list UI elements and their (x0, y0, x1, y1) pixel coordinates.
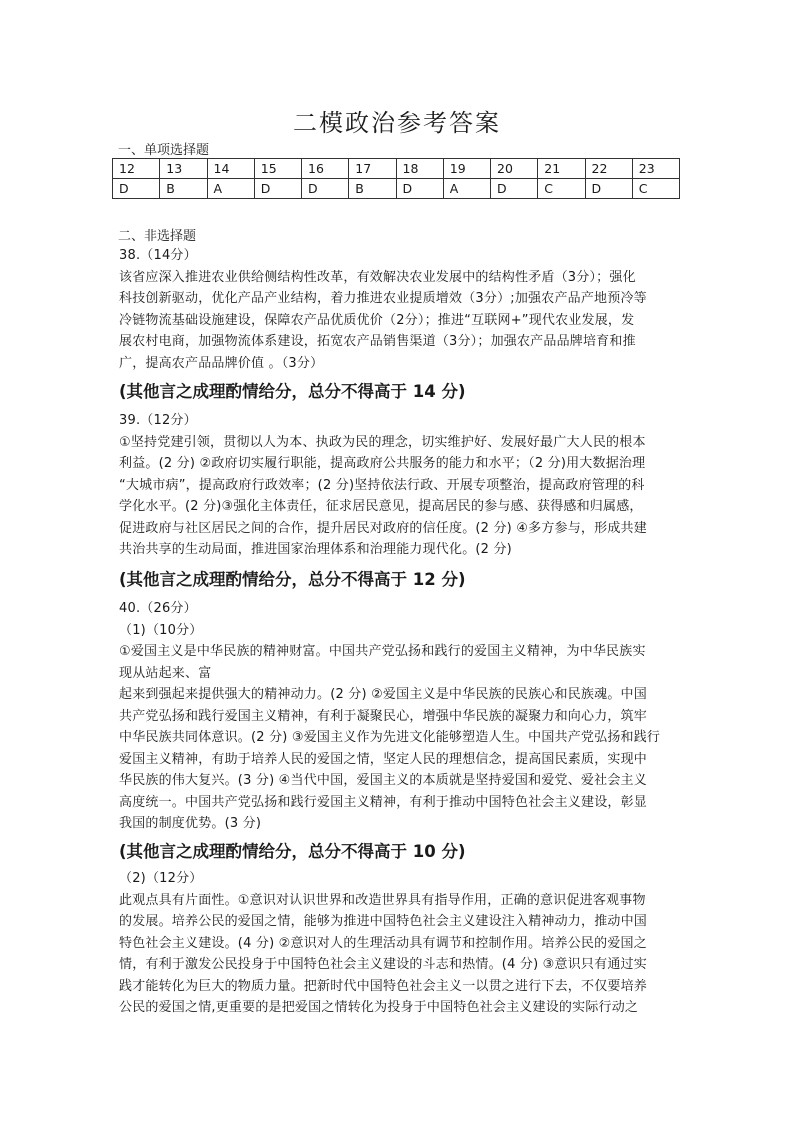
answer-line: ①坚持党建引领，贯彻以人为本、执政为民的理念，切实维护好、发展好最广大人民的根本 (119, 434, 646, 450)
question-number: 17 (349, 159, 396, 179)
scoring-note: (其他言之成理酌情给分，总分不得高于 14 分) (119, 382, 466, 401)
answer-line: 共治共享的生动局面，推进国家治理体系和治理能力现代化。(2 分) (119, 542, 512, 557)
scoring-note: (其他言之成理酌情给分，总分不得高于 10 分) (119, 842, 466, 861)
question-header: 38.（14分） (119, 248, 197, 263)
answer-table (112, 158, 680, 199)
answer-line: 华民族的伟大复兴。(3 分) ④当代中国，爱国主义的本质就是坚持爱国和爱党、爱社会主义 (119, 773, 647, 788)
answer-line: 起来到强起来提供强大的精神动力。(2 分) ②爱国主义是中华民族的民族心和民族魂。中国 (119, 687, 647, 702)
answer-cell: D (396, 179, 443, 199)
answer-line: 我国的制度优势。(3 分) (119, 816, 262, 831)
answer-cell: A (207, 179, 254, 199)
answer-cell: D (254, 179, 301, 199)
sub-question-header: （2)（12分） (119, 871, 203, 886)
question-number: 23 (632, 159, 679, 179)
question-number: 15 (254, 159, 301, 179)
answer-cell: D (491, 179, 538, 199)
answer-line: 科技创新驱动，优化产品产业结构，着力推进农业提质增效（3分）;加强农产品产地预冷等 (119, 291, 647, 306)
question-header: 39.（12分） (119, 413, 197, 428)
answer-cell: D (113, 179, 160, 199)
question-40-part-2 (119, 868, 679, 1019)
question-40 (119, 598, 679, 835)
answer-cell: B (160, 179, 207, 199)
question-header: 40.（26分） (119, 601, 197, 616)
answer-line: 高度统一。中国共产党弘扬和践行爱国主义精神，有利于推动中国特色社会主义建设，彰显 (119, 794, 648, 810)
question-number: 14 (207, 159, 254, 179)
answer-line: 学化水平。(2 分)③强化主体责任，征求居民意见，提高居民的参与感、获得感和归属感， (119, 499, 643, 514)
question-39 (119, 410, 679, 561)
answer-line: “大城市病”，提高政府行政效率；(2 分)坚持依法行政、开展专项整治，提高政府管理的科 (119, 477, 645, 493)
page-title: 二模政治参考答案 (293, 109, 501, 137)
answer-line: 冷链物流基础设施建设，保障农产品优质优价（2分）；推进“互联网+”现代农业发展，发 (119, 312, 635, 328)
answer-line: 展农村电商，加强物流体系建设，拓宽农产品销售渠道（3分）；加强农产品品牌培育和推 (119, 334, 636, 349)
answer-line: 践才能转化为巨大的物质力量。把新时代中国特色社会主义一以贯之进行下去，不仅要培养 (119, 978, 648, 994)
question-number: 16 (302, 159, 349, 179)
answer-line: 共产党弘扬和践行爱国主义精神，有利于凝聚民心，增强中华民族的凝聚力和向心力，筑牢 (119, 708, 648, 724)
answer-cell: C (632, 179, 679, 199)
answer-cell: A (443, 179, 490, 199)
question-number: 20 (491, 159, 538, 179)
answer-line: 促进政府与社区居民之间的合作，提升居民对政府的信任度。(2 分) ④多方参与，形成共建 (119, 520, 647, 536)
question-number: 21 (538, 159, 585, 179)
sub-question-header: （1)（10分） (119, 622, 203, 638)
answer-line: ①爱国主义是中华民族的精神财富。中国共产党弘扬和践行的爱国主义精神，为中华民族实 (119, 644, 646, 659)
answer-line: 特色社会主义建设。(4 分) ②意识对人的生理活动具有调节和控制作用。培养公民的爱国之 (119, 935, 647, 951)
answer-cell: D (585, 179, 632, 199)
answer-line: 此观点具有片面性。①意识对认识世界和改造世界具有指导作用，正确的意识促进客观事物 (119, 892, 646, 908)
answer-line: 利益。(2 分) ②政府切实履行职能，提高政府公共服务的能力和水平；（2 分)用大数据治理 (119, 456, 646, 471)
question-number: 22 (585, 159, 632, 179)
section-heading-single-choice: 一、单项选择题 (118, 143, 210, 158)
answer-line: 公民的爱国之情,更重要的是把爱国之情转化为投身于中国特色社会主义建设的实际行动之 (119, 1000, 639, 1015)
question-38 (119, 245, 679, 374)
scoring-note: (其他言之成理酌情给分，总分不得高于 12 分) (119, 570, 466, 589)
question-number: 13 (160, 159, 207, 179)
section-heading-non-choice: 二、非选择题 (118, 229, 197, 244)
question-number: 19 (443, 159, 490, 179)
answer-cell: B (349, 179, 396, 199)
answer-cell: D (302, 179, 349, 199)
answer-line: 中华民族共同体意识。(2 分) ③爱国主义作为先进文化能够塑造人生。中国共产党弘扬和践行 (119, 730, 661, 745)
answer-line: 的发展。培养公民的爱国之情，能够为推进中国特色社会主义建设注入精神动力，推动中国 (119, 914, 648, 929)
table-row-answers (113, 179, 680, 199)
answer-line: 情，有利于激发公民投身于中国特色社会主义建设的斗志和热情。(4 分) ③意识只有通过实 (119, 957, 647, 972)
answer-line: 爱国主义精神，有助于培养人民的爱国之情，坚定人民的理想信念，提高国民素质，实现中 (119, 751, 648, 767)
answer-line: 广，提高农产品品牌价值 。（3分） (119, 355, 324, 371)
answer-line: 现从站起来、富 (119, 665, 212, 681)
question-number: 12 (113, 159, 160, 179)
answer-cell: C (538, 179, 585, 199)
answer-line: 该省应深入推进农业供给侧结构性改革，有效解决农业发展中的结构性矛盾（3分）；强化 (119, 269, 636, 285)
question-number: 18 (396, 159, 443, 179)
table-row-numbers (113, 159, 680, 179)
